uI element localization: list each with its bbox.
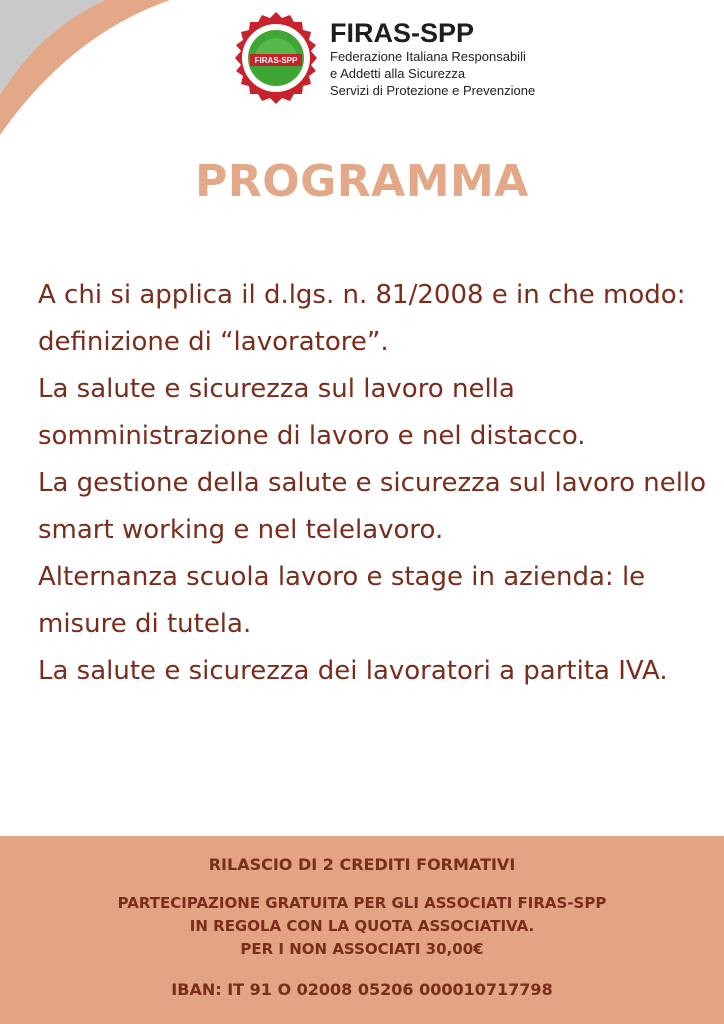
- firas-spp-seal-logo: [228, 10, 324, 106]
- program-item: La salute e sicurezza dei lavoratori a partita IVA.: [38, 656, 668, 686]
- participation-line: PER I NON ASSOCIATI 30,00€: [240, 940, 484, 958]
- corner-decoration: [0, 0, 170, 135]
- program-item: La salute e sicurezza sul lavoro nella somministrazione di lavoro e nel distacco.: [38, 374, 586, 451]
- participation-notice: [0, 892, 724, 961]
- program-item: A chi si applica il d.lgs. n. 81/2008 e in che modo: definizione di “lavoratore”.: [38, 280, 686, 357]
- participation-line: PARTECIPAZIONE GRATUITA PER GLI ASSOCIATI FIRAS-SPP: [117, 894, 607, 912]
- program-item: La gestione della salute e sicurezza sul lavoro nello smart working e nel telelavoro.: [38, 468, 707, 545]
- participation-line: IN REGOLA CON LA QUOTA ASSOCIATIVA.: [189, 917, 535, 935]
- organization-name: FIRAS-SPP: [330, 18, 475, 48]
- program-item: Alternanza scuola lavoro e stage in azienda: le misure di tutela.: [38, 562, 646, 639]
- footer-banner: [0, 836, 724, 1024]
- logo-text-block: [330, 18, 590, 99]
- organization-description: Federazione Italiana Responsabili e Addetti alla Sicurezza Servizi di Protezione e Prevenzione: [330, 49, 536, 98]
- seal-text: FIRAS-SPP: [254, 56, 298, 65]
- iban-text: IBAN: IT 91 O 02008 05206 000010717798: [171, 980, 553, 999]
- program-list: [38, 272, 708, 695]
- page-title: PROGRAMMA: [195, 156, 529, 207]
- credits-notice: RILASCIO DI 2 CREDITI FORMATIVI: [208, 855, 516, 874]
